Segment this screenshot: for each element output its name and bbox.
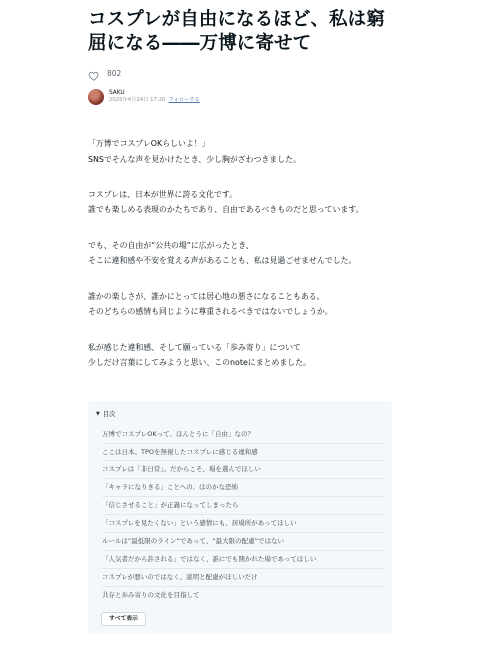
toc-item[interactable]: コスプレは「非日常」。だからこそ、場を選んでほしい xyxy=(102,461,384,479)
body-line: 「万博でコスプレOKらしいよ！」 xyxy=(88,139,210,148)
toc-header[interactable] xyxy=(96,408,384,420)
paragraph-gap xyxy=(88,218,392,238)
paragraph-gap xyxy=(88,320,392,340)
body-line: 誰でも楽しめる表現のかたちであり、自由であるべきものだと思っています。 xyxy=(88,205,364,215)
article-title: コスプレが自由になるほど、私は窮屈になる――万博に寄せて xyxy=(88,9,385,54)
toc-item[interactable]: 「人気者だから許される」ではなく、誰にでも開かれた場であってほしい xyxy=(102,551,384,569)
toc-item[interactable]: 万博でコスプレOKって、ほんとうに「自由」なの？ xyxy=(102,426,384,444)
toc-item[interactable]: 「キャラになりきる」ことへの、ほのかな恐怖 xyxy=(102,479,384,497)
toc-item[interactable]: ルールは“最低限のライン”であって、“最大限の配慮”ではない xyxy=(102,533,384,551)
caret-down-icon[interactable]: ▼ xyxy=(96,410,100,417)
author-row xyxy=(88,88,392,106)
table-of-contents xyxy=(88,401,392,634)
toc-item[interactable]: 「コスプレを見たくない」という感情にも、居場所があってほしい xyxy=(102,515,384,533)
toc-title: 目次 xyxy=(102,411,116,419)
author-name[interactable]: SAKU xyxy=(109,90,125,96)
toc-item[interactable]: 共存と歩み寄りの文化を目指して xyxy=(102,590,200,599)
body-line: そこに違和感や不安を覚える声があることも、私は見過ごせませんでした。 xyxy=(88,256,357,266)
like-count: 802 xyxy=(107,68,122,78)
toc-item[interactable]: 「信じさせること」が正義になってしまったら xyxy=(102,497,384,515)
avatar[interactable] xyxy=(88,89,104,105)
follow-link[interactable]: フォローする xyxy=(168,97,200,103)
date-line xyxy=(109,97,200,104)
body-line: 私が感じた違和感、そして願っている「歩み寄り」について xyxy=(88,342,301,352)
body-line: 少しだけ言葉にしてみようと思い、このnoteにまとめました。 xyxy=(88,358,311,368)
body-line: でも、その自由が“公共の場”に広がったとき、 xyxy=(88,240,254,250)
body-line: コスプレは、日本が世界に誇る文化です。 xyxy=(88,189,237,199)
paragraph-gap xyxy=(88,167,392,187)
article-body xyxy=(88,136,392,371)
article-column xyxy=(88,0,392,634)
show-all-button[interactable]: すべて表示 xyxy=(101,612,146,626)
body-line: 誰かの楽しさが、誰かにとっては居心地の悪さになることもある。 xyxy=(88,291,325,301)
toc-item[interactable]: コスプレが悪いのではなく、説明と配慮がほしいだけ xyxy=(102,569,384,587)
toc-list xyxy=(96,426,384,605)
publish-date: 2025年4月24日 17:20 xyxy=(109,97,166,103)
paragraph-gap xyxy=(88,269,392,289)
like-area xyxy=(88,66,392,80)
heart-outline-icon[interactable] xyxy=(88,67,100,79)
toc-item[interactable]: ここは日本。TPOを無視したコスプレに感じる違和感 xyxy=(102,444,384,462)
body-line: そのどちらの感情も同じように尊重されるべきではないでしょうか。 xyxy=(88,307,333,317)
body-line: SNSでそんな声を見かけたとき、少し胸がざわつきました。 xyxy=(88,154,301,164)
author-meta xyxy=(109,90,200,104)
